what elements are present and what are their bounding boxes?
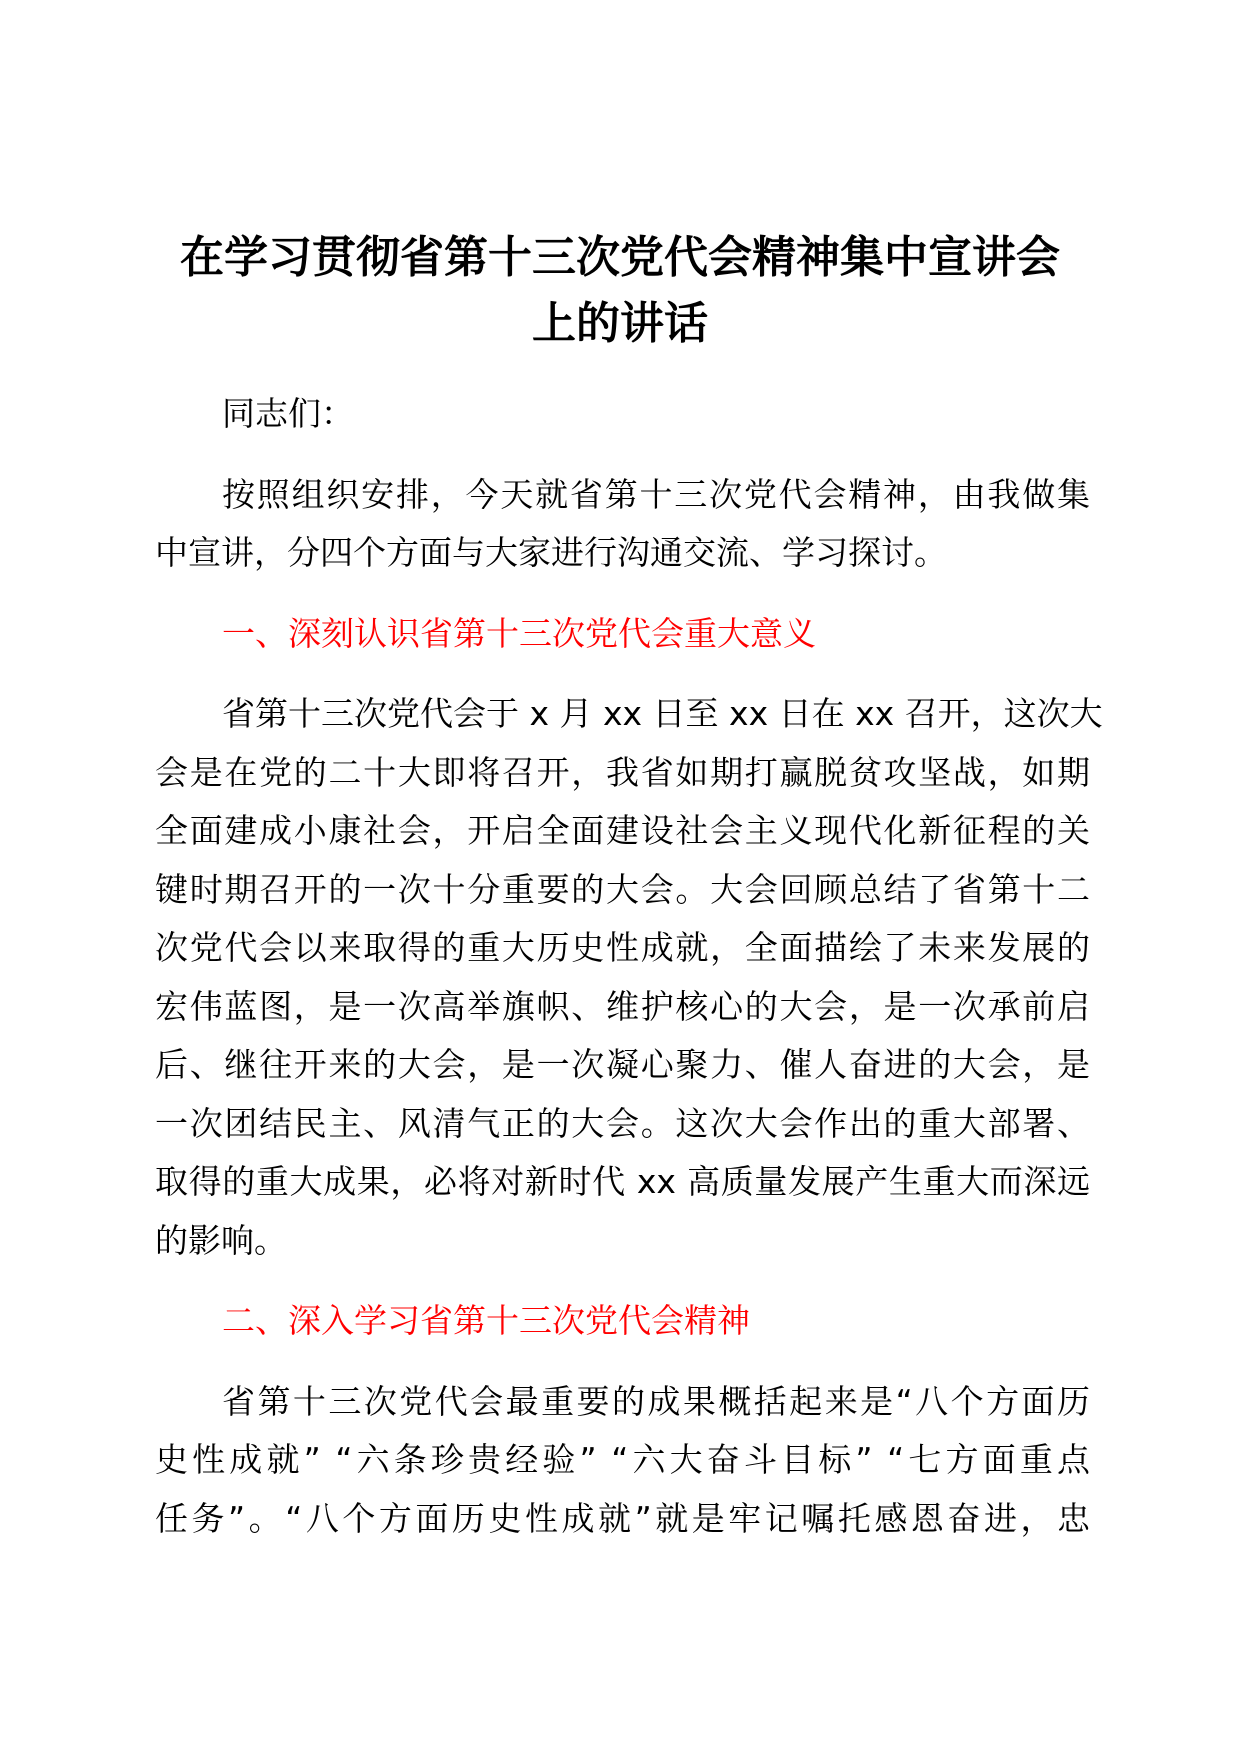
text-line: 键时期召开的一次十分重要的大会。大会回顾总结了省第十二 <box>155 869 1090 909</box>
text-line: 的影响。 <box>155 1220 287 1260</box>
title-line-2: 上的讲话 <box>532 298 708 349</box>
text-line: 取得的重大成果，必将对新时代 xx 高质量发展产生重大而深远 <box>155 1162 1090 1201</box>
text-line: 会是在党的二十大即将召开，我省如期打赢脱贫攻坚战，如期 <box>155 752 1090 792</box>
section-heading <box>155 605 1090 664</box>
text-line: 省第十三次党代会于 x 月 xx 日至 xx 日在 xx 召开，这次大 <box>222 694 1103 733</box>
text-line: 宏伟蓝图，是一次高举旗帜、维护核心的大会，是一次承前启 <box>155 986 1090 1026</box>
text-line: 一次团结民主、风清气正的大会。这次大会作出的重大部署、 <box>155 1103 1090 1143</box>
text-line: 一、深刻认识省第十三次党代会重大意义 <box>222 613 816 653</box>
document-body <box>155 385 1103 1570</box>
text-line: 史性成就” “六条珍贵经验” “六大奋斗目标” “七方面重点 <box>155 1440 1090 1479</box>
paragraph <box>155 1373 1090 1549</box>
title-line-1: 在学习贯彻省第十三次党代会精神集中宣讲会 <box>180 232 1060 283</box>
text-line: 按照组织安排，今天就省第十三次党代会精神，由我做集 <box>222 474 1090 514</box>
text-line: 全面建成小康社会，开启全面建设社会主义现代化新征程的关 <box>155 811 1090 850</box>
text-line: 省第十三次党代会最重要的成果概括起来是“八个方面历 <box>222 1381 1090 1421</box>
document-title <box>150 225 1090 357</box>
text-line: 后、继往开来的大会，是一次凝心聚力、催人奋进的大会，是 <box>155 1045 1090 1084</box>
text-line: 中宣讲，分四个方面与大家进行沟通交流、学习探讨。 <box>155 533 947 572</box>
text-line: 二、深入学习省第十三次党代会精神 <box>222 1301 750 1340</box>
paragraph <box>155 685 1103 1270</box>
text-line: 任务”。“八个方面历史性成就”就是牢记嘱托感恩奋进，忠 <box>155 1498 1090 1538</box>
paragraph <box>155 385 1090 444</box>
section-heading <box>155 1292 1090 1351</box>
text-line: 次党代会以来取得的重大历史性成就，全面描绘了未来发展的 <box>155 928 1090 967</box>
text-line: 同志们： <box>222 394 354 433</box>
paragraph <box>155 466 1090 583</box>
